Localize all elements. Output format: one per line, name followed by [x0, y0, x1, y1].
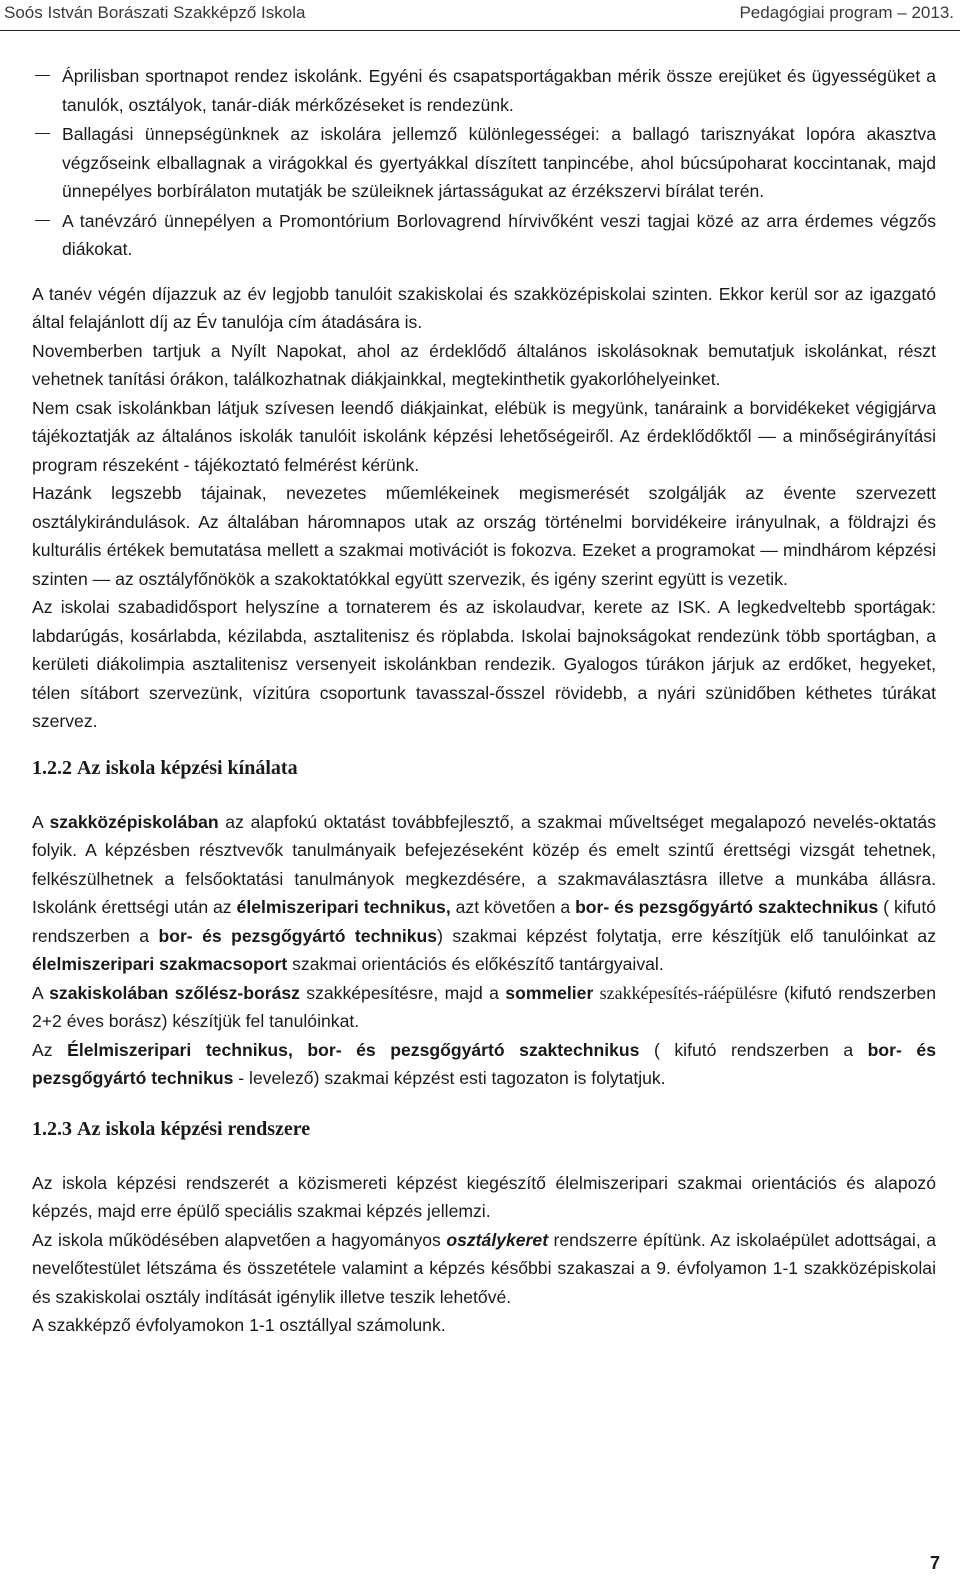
list-item-text: A tanévzáró ünnepélyen a Promontórium Borlovagrend hírvivőként veszi tagjai közé az arra érdemes végzős diákokat. [62, 210, 936, 259]
page-number: 7 [929, 1553, 940, 1573]
paragraph: Az iskola működésében alapvetően a hagyományos osztálykeret rendszerre építünk. Az iskolaépület adottságai, a nevelőtestület létszáma és összetétele valamint a képzés későbbi szakaszai a 9. évfolyamon 1-1 szakközépiskolai és szakiskolai osztály indítását igénylik illetve teszik lehetővé. [32, 1229, 936, 1307]
list-item-text: Ballagási ünnepségünknek az iskolára jellemző különlegességei: a ballagó tarisznyákat lopóra akasztva végzőseink elballagnak a virágokkal és gyertyákkal díszített tanpincébe, ahol búcsúpoharat koccintanak, majd ünnepélyes borbírálaton mutatják be szüleiknek jártasságukat az érzékszervi bírálat terén. [62, 124, 936, 201]
section-title: Az iskola képzési rendszere [77, 1117, 311, 1140]
section-heading [32, 754, 936, 782]
dash-bullet-icon [35, 220, 50, 221]
paragraph: Hazánk legszebb tájainak, nevezetes műemlékeinek megismerését szolgálják az évente szervezett osztálykirándulások. Az általában háromnapos utak az ország történelmi borvidékeire irányulnak, a földrajzi és kulturális értékek bemutatása mellett a szakmai motivációt is fokozva. Ezeket a programokat — mindhárom képzési szinten — az osztályfőnökök a szakoktatókkal együtt szervezik, és igény szerint együtt is vezetik. [32, 483, 936, 589]
header-school-name: Soós István Borászati Szakképző Iskola [4, 3, 306, 22]
page-content [32, 62, 936, 1340]
paragraph: A szakképző évfolyamokon 1-1 osztállyal számolunk. [32, 1315, 446, 1335]
paragraph: Az iskola képzési rendszerét a közismereti képzést kiegészítő élelmiszeripari szakmai orientációs és alapozó képzés, majd erre épülő speciális szakmai képzés jellemzi. [32, 1172, 936, 1221]
list-item [32, 120, 936, 206]
section-heading [32, 1115, 936, 1143]
section-number: 1.2.2 [32, 756, 72, 779]
paragraph: A szakközépiskolában az alapfokú oktatást továbbfejlesztő, a szakmai műveltséget megalapozó nevelés-oktatás folyik. A képzésben résztvevők tanulmányaik befejezéseként közép és emelt szintű érettségi vizsgát tehetnek, felkészülhetnek a felsőoktatási tanulmányok megkezdésére, a szakmaválasztásra illetve a munkába állásra. Iskolánk érettségi után az élelmiszeripari technikus, azt követően a bor- és pezsgőgyártó szaktechnikus ( kifutó rendszerben a bor- és pezsgőgyártó technikus) szakmai képzést folytatja, erre készítjük elő tanulóinkat az élelmiszeripari szakmacsoport szakmai orientációs és előkészítő tantárgyaival. [32, 811, 936, 974]
section-title: Az iskola képzési kínálata [77, 756, 298, 779]
header-document-title: Pedagógiai program – 2013. [739, 3, 954, 22]
paragraph: Novemberben tartjuk a Nyílt Napokat, ahol az érdeklődő általános iskolásoknak bemutatjuk iskolánkat, részt vehetnek tanítási órákon, találkozhatnak diákjainkkal, megtekinthetik gyakorlóhelyeinket. [32, 340, 936, 389]
list-item-text: Áprilisban sportnapot rendez iskolánk. Egyéni és csapatsportágakban mérik össze erejüket és ügyességüket a tanulók, osztályok, tanár-diák mérkőzéseket is rendezünk. [62, 66, 936, 115]
paragraph: Nem csak iskolánkban látjuk szívesen leendő diákjainkat, elébük is megyünk, tanáraink a borvidékeket végigjárva tájékoztatják az általános iskolák tanulóit iskolánk képzési lehetőségeiről. Az érdeklődőktől — a minőségirányítási program részeként - tájékoztató felmérést kérünk. [32, 397, 936, 475]
list-item [32, 207, 936, 264]
dash-bullet-icon [35, 75, 50, 76]
list-item [32, 62, 936, 119]
section-number: 1.2.3 [32, 1117, 72, 1140]
paragraph: A szakiskolában szőlész-borász szakképesítésre, majd a sommelier szakképesítés-ráépülésre (kifutó rendszerben 2+2 éves borász) készítjük fel tanulóinkat. [32, 982, 936, 1031]
page-header [0, 0, 960, 31]
dash-bullet-icon [35, 133, 50, 134]
paragraph: Az Élelmiszeripari technikus, bor- és pezsgőgyártó szaktechnikus ( kifutó rendszerben a bor- és pezsgőgyártó technikus - levelező) szakmai képzést esti tagozaton is folytatjuk. [32, 1039, 936, 1088]
paragraph: A tanév végén díjazzuk az év legjobb tanulóit szakiskolai és szakközépiskolai szinten. Ekkor kerül sor az igazgató által felajánlott díj az Év tanulója cím átadására is. [32, 283, 936, 332]
paragraph: Az iskolai szabadidősport helyszíne a tornaterem és az iskolaudvar, kerete az ISK. A legkedveltebb sportágak: labdarúgás, kosárlabda, kézilabda, asztalitenisz és röplabda. Iskolai bajnokságokat rendezünk több sportágban, a kerületi diákolimpia asztalitenisz versenyeit iskolánkban rendezik. Gyalogos túrákon járjuk az erdőket, hegyeket, télen sítábort szervezünk, vízitúra csoportunk tavasszal-ősszel rövidebb, a nyári szünidőben kéthetes túrákat szervez. [32, 597, 936, 731]
